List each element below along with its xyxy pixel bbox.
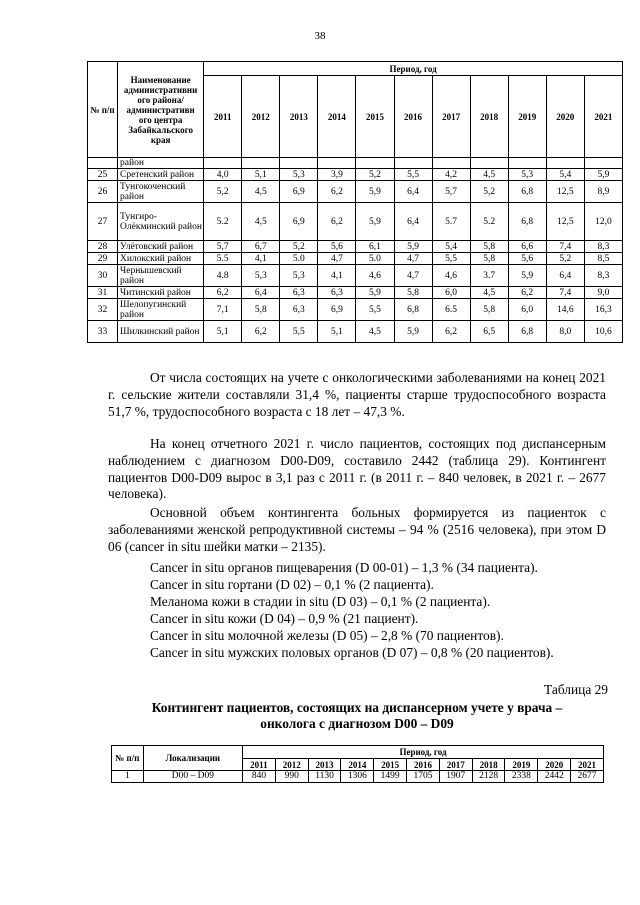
year-header: 2017: [439, 759, 472, 771]
col-no-header: № п/п: [88, 62, 118, 158]
value-cell: 6,3: [280, 287, 318, 299]
value-cell: 2677: [571, 771, 604, 783]
year-header: 2014: [318, 76, 356, 158]
value-cell: 14,6: [546, 299, 584, 321]
row-number: 29: [88, 253, 118, 265]
value-cell: 5,5: [280, 321, 318, 343]
value-cell: 1907: [439, 771, 472, 783]
dxx-table: [111, 745, 604, 783]
value-cell: 6,4: [546, 265, 584, 287]
value-cell: 5,6: [318, 241, 356, 253]
table-row: [112, 771, 604, 783]
value-cell: 4,5: [470, 169, 508, 181]
value-cell: 5.0: [280, 253, 318, 265]
value-cell: 4,0: [204, 169, 242, 181]
value-cell: 5,1: [318, 321, 356, 343]
year-header: 2011: [204, 76, 242, 158]
year-header: 2011: [243, 759, 276, 771]
value-cell: 5,2: [204, 181, 242, 203]
year-header: 2015: [356, 76, 394, 158]
year-header: 2018: [472, 759, 505, 771]
t2-col-loc-header: Локализации: [143, 746, 242, 771]
value-cell: 5,5: [432, 253, 470, 265]
value-cell: 6,0: [508, 299, 546, 321]
paragraph-1: От числа состоящих на учете с онкологическими заболеваниями на конец 2021 г. сельские жители составляли 31,4 %, пациенты старше трудоспособного возраста 51,7 %, трудоспособного возраста с 18 лет – 47,3 %.: [108, 370, 606, 419]
value-cell: 6,3: [280, 299, 318, 321]
col-name-header-line: Наименование: [130, 74, 191, 85]
value-cell: 8,0: [546, 321, 584, 343]
value-cell: 5,7: [432, 181, 470, 203]
value-cell: 2442: [538, 771, 571, 783]
value-cell: 6,4: [242, 287, 280, 299]
value-cell: 5,7: [204, 241, 242, 253]
district-name: Сретенский район: [118, 169, 204, 181]
value-cell: 1306: [341, 771, 374, 783]
district-name: Шилкинский район: [118, 321, 204, 343]
year-header: 2017: [432, 76, 470, 158]
value-cell: 6,7: [242, 241, 280, 253]
value-cell: 8,3: [584, 265, 622, 287]
value-cell: 16,3: [584, 299, 622, 321]
value-cell: 5.7: [432, 203, 470, 241]
value-cell: 6,5: [470, 321, 508, 343]
value-cell: 6,3: [318, 287, 356, 299]
district-name: Улётовский район: [118, 241, 204, 253]
table-row: [88, 181, 623, 203]
value-cell: 12,5: [546, 181, 584, 203]
district-table: [87, 61, 623, 343]
year-header: 2014: [341, 759, 374, 771]
value-cell: 4,7: [394, 265, 432, 287]
value-cell: 5.5: [204, 253, 242, 265]
year-header: 2021: [584, 76, 622, 158]
value-cell: 5,9: [356, 181, 394, 203]
t2-col-no-header: № п/п: [112, 746, 144, 771]
value-cell: 12,0: [584, 203, 622, 241]
year-header: 2018: [470, 76, 508, 158]
col-name-header-line: административн: [126, 104, 195, 115]
value-cell: 5,3: [508, 169, 546, 181]
table-row: [88, 321, 623, 343]
year-header: 2015: [374, 759, 407, 771]
table-row: [88, 203, 623, 241]
value-cell: 7,4: [546, 287, 584, 299]
value-cell: 7,1: [204, 299, 242, 321]
value-cell: 5,3: [280, 169, 318, 181]
t2-period-header: Период, год: [243, 746, 604, 759]
value-cell: 5,2: [280, 241, 318, 253]
value-cell: 1130: [308, 771, 341, 783]
value-cell: 4,5: [356, 321, 394, 343]
value-cell: 4.8: [204, 265, 242, 287]
value-cell: 6,6: [508, 241, 546, 253]
year-header: 2019: [505, 759, 538, 771]
year-header: 2021: [571, 759, 604, 771]
value-cell: 6.5: [432, 299, 470, 321]
value-cell: 6,2: [242, 321, 280, 343]
value-cell: 5,6: [508, 253, 546, 265]
value-cell: 990: [275, 771, 308, 783]
value-cell: 5,9: [356, 287, 394, 299]
year-header: 2020: [538, 759, 571, 771]
value-cell: 5,9: [356, 203, 394, 241]
value-cell: 8,5: [584, 253, 622, 265]
col-name-header-line: ого района/: [137, 94, 184, 105]
col-name-header: [118, 62, 204, 158]
year-header: 2019: [508, 76, 546, 158]
value-cell: 5,8: [470, 253, 508, 265]
value-cell: 4,1: [242, 253, 280, 265]
value-cell: 8,9: [584, 181, 622, 203]
value-cell: 1705: [407, 771, 440, 783]
value-cell: 6,9: [280, 181, 318, 203]
value-cell: 6,9: [318, 299, 356, 321]
col-name-header-line: края: [150, 134, 171, 145]
paragraph-3: Основной объем контингента больных формируется из пациенток с заболеваниями женской репродуктивной системы – 94 % (2516 человека), при этом D 06 (cancer in situ шейки матки – 2135).: [108, 505, 606, 554]
list-line-2: Cancer in situ гортани (D 02) – 0,1 % (2 пациента).: [150, 577, 434, 592]
localization: D00 – D09: [143, 771, 242, 783]
value-cell: 4,5: [242, 203, 280, 241]
value-cell: 6,4: [394, 203, 432, 241]
year-header: 2012: [242, 76, 280, 158]
value-cell: 5,1: [242, 169, 280, 181]
district-name: Читинский район: [118, 287, 204, 299]
value-cell: 5,8: [394, 287, 432, 299]
col-name-header-line: ого центра: [138, 114, 183, 125]
list-line-4: Cancer in situ кожи (D 04) – 0,9 % (21 пациент).: [150, 611, 419, 626]
list-line-6: Cancer in situ мужских половых органов (D 07) – 0,8 % (20 пациентов).: [150, 645, 554, 660]
value-cell: 4,2: [432, 169, 470, 181]
value-cell: 5,3: [242, 265, 280, 287]
value-cell: 5,2: [470, 181, 508, 203]
value-cell: 4,6: [356, 265, 394, 287]
table-row: [88, 287, 623, 299]
value-cell: 12,5: [546, 203, 584, 241]
value-cell: 4,1: [318, 265, 356, 287]
row-number: 31: [88, 287, 118, 299]
value-cell: 6,1: [356, 241, 394, 253]
value-cell: 8,3: [584, 241, 622, 253]
value-cell: 5,4: [432, 241, 470, 253]
value-cell: 6,8: [394, 299, 432, 321]
value-cell: 10,6: [584, 321, 622, 343]
value-cell: 5,8: [470, 241, 508, 253]
table-title: Контингент пациентов, состоящих на диспансерном учете у врача – онколога с диагнозом D00 – D09: [151, 700, 563, 731]
table-row: [88, 253, 623, 265]
value-cell: 5,9: [394, 321, 432, 343]
value-cell: 5,8: [470, 299, 508, 321]
col-name-header-line: административни: [123, 84, 198, 95]
paragraph-2: На конец отчетного 2021 г. число пациентов, состоящих под диспансерным наблюдением с диагнозом D00-D09, составило 2442 (таблица 29). Контингент пациентов D00-D09 вырос в 3,1 раз с 2011 г. (в 2011 г. – 840 человек, в 2021 г. – 2677 человека).: [108, 436, 606, 502]
table-row: [88, 265, 623, 287]
value-cell: 5,2: [546, 253, 584, 265]
value-cell: 4,5: [242, 181, 280, 203]
value-cell: 9,0: [584, 287, 622, 299]
district-name: Хилокский район: [118, 253, 204, 265]
year-header: 2013: [280, 76, 318, 158]
value-cell: 5,9: [394, 241, 432, 253]
value-cell: 5,5: [356, 299, 394, 321]
value-cell: 6,0: [432, 287, 470, 299]
value-cell: 5,5: [394, 169, 432, 181]
value-cell: 5.2: [470, 203, 508, 241]
list-line-1: Cancer in situ органов пищеварения (D 00-01) – 1,3 % (34 пациента).: [150, 560, 538, 575]
value-cell: 6,4: [394, 181, 432, 203]
table-row: [88, 169, 623, 181]
value-cell: 1499: [374, 771, 407, 783]
district-name: Тунгокоченский район: [118, 181, 204, 203]
row-number: 28: [88, 241, 118, 253]
row-number: 25: [88, 169, 118, 181]
table-row: [88, 299, 623, 321]
value-cell: 3.7: [470, 265, 508, 287]
value-cell: 6,8: [508, 321, 546, 343]
row-number: 1: [112, 771, 144, 783]
value-cell: 6,2: [318, 203, 356, 241]
value-cell: 4,7: [318, 253, 356, 265]
page-number: 38: [314, 30, 326, 42]
year-header: 2016: [407, 759, 440, 771]
year-header: 2012: [275, 759, 308, 771]
row-number: 27: [88, 203, 118, 241]
value-cell: 5.0: [356, 253, 394, 265]
value-cell: 6,2: [204, 287, 242, 299]
list-line-3: Меланома кожи в стадии in situ (D 03) – 0,1 % (2 пациента).: [150, 594, 491, 609]
value-cell: 840: [243, 771, 276, 783]
year-header: 2013: [308, 759, 341, 771]
value-cell: 6,8: [508, 203, 546, 241]
value-cell: 6,9: [280, 203, 318, 241]
value-cell: 2338: [505, 771, 538, 783]
value-cell: 7,4: [546, 241, 584, 253]
value-cell: 6,2: [432, 321, 470, 343]
year-header: 2016: [394, 76, 432, 158]
value-cell: 5,4: [546, 169, 584, 181]
district-name: Чернышевский район: [118, 265, 204, 287]
value-cell: 3,9: [318, 169, 356, 181]
row-number: 32: [88, 299, 118, 321]
district-name: Шелопугинский район: [118, 299, 204, 321]
value-cell: 5,1: [204, 321, 242, 343]
col-name-header-line: Забайкальского: [128, 124, 194, 135]
value-cell: 6,2: [318, 181, 356, 203]
row-number: 26: [88, 181, 118, 203]
value-cell: 5.2: [204, 203, 242, 241]
table-number: Таблица 29: [544, 682, 608, 697]
row-number: 33: [88, 321, 118, 343]
row-number: 30: [88, 265, 118, 287]
value-cell: 5,9: [508, 265, 546, 287]
year-header: 2020: [546, 76, 584, 158]
value-cell: 5,2: [356, 169, 394, 181]
value-cell: 4,7: [394, 253, 432, 265]
value-cell: 5,9: [584, 169, 622, 181]
value-cell: 6,8: [508, 181, 546, 203]
value-cell: 2128: [472, 771, 505, 783]
value-cell: 5,8: [242, 299, 280, 321]
value-cell: 4,6: [432, 265, 470, 287]
value-cell: 5,3: [280, 265, 318, 287]
carry-over-cell: район: [118, 158, 204, 169]
value-cell: 6,2: [508, 287, 546, 299]
district-name: Тунгиро-Олёкминский район: [118, 203, 204, 241]
value-cell: 4,5: [470, 287, 508, 299]
list-line-5: Cancer in situ молочной железы (D 05) – 2,8 % (70 пациентов).: [150, 628, 504, 643]
period-header: Период, год: [204, 62, 623, 76]
table-row: [88, 241, 623, 253]
